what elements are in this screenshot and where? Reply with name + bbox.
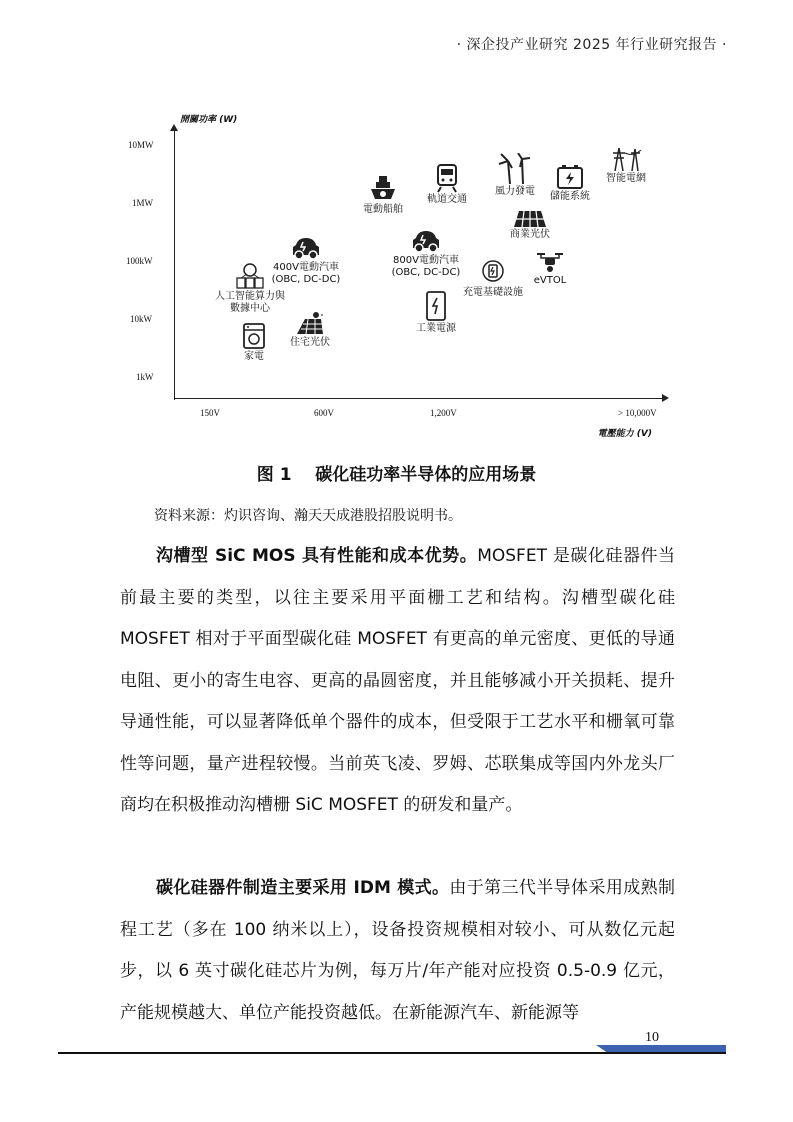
ship-icon — [368, 173, 398, 203]
x-tick-1200v: 1,200V — [430, 408, 457, 418]
y-tick-1kw: 1kW — [136, 372, 154, 382]
x-axis-label: 電壓能力 (V) — [597, 429, 652, 439]
solar-panel-icon — [513, 210, 547, 228]
footer-accent-band — [596, 1045, 726, 1052]
figure-caption: 图 1 碳化硅功率半导体的应用场景 — [256, 465, 537, 485]
item-residential-pv: 住宅光伏 — [282, 310, 338, 349]
item-energy-storage: 儲能系統 — [542, 164, 598, 203]
item-smart-grid: 智能電網 — [598, 146, 654, 185]
data-center-icon — [235, 262, 265, 290]
power-supply-icon — [425, 290, 447, 322]
footer-rule — [58, 1052, 726, 1054]
x-axis-arrow — [662, 394, 669, 402]
y-tick-1mw: 1MW — [132, 198, 153, 208]
paragraph-trench-sic-mos — [120, 536, 675, 827]
figure-source: 资料来源：灼识咨询、瀚天天成港股招股说明书。 — [154, 508, 462, 524]
x-axis-line — [174, 398, 664, 399]
paragraph-body: MOSFET 是碳化硅器件当前最主要的类型，以往主要采用平面栅工艺和结构。沟槽型碳化硅 MOSFET 相对于平面型碳化硅 MOSFET 有更高的单元密度、更低的导通电阻、更小的寄生电容、更高的晶圆密度，并且能够减小开关损耗、提升导通性能，可以显著降低单个器件的成本，但受限于工艺水平和栅氧可靠性等问题，量产进程较慢。当前英飞凌、罗姆、芯联集成等国内外龙头厂商均在积极推动沟槽栅 SiC MOSFET 的研发和量产。 — [120, 546, 675, 815]
paragraph-lead: 碳化硅器件制造主要采用 IDM 模式。 — [156, 878, 450, 898]
paragraph-body: 由于第三代半导体采用成熟制程工艺（多在 100 纳米以上），设备投资规模相对较小、可从数亿元起步，以 6 英寸碳化硅芯片为例，每万片/年产能对应投资 0.5-0.9 亿元，产能规模越大、单位产能投资越低。在新能源汽车、新能源等 — [120, 878, 675, 1023]
power-tower-icon — [609, 146, 643, 172]
item-400v-ev: 400V電動汽車 (OBC, DC-DC) — [266, 235, 346, 286]
y-tick-100kw: 100kW — [126, 256, 153, 266]
paragraph-lead: 沟槽型 SiC MOS 具有性能和成本优势。 — [156, 546, 478, 566]
item-electric-ship: 電動船舶 — [358, 173, 408, 216]
charging-station-icon — [481, 256, 505, 286]
home-solar-icon — [295, 310, 325, 336]
item-commercial-pv: 商業光伏 — [500, 210, 560, 241]
item-wind-power: 風力發電 — [490, 153, 540, 198]
wind-turbine-icon — [498, 153, 532, 185]
x-tick-600v: 600V — [314, 408, 334, 418]
item-home-appliance: 家電 — [232, 322, 276, 363]
electric-car-icon — [290, 235, 322, 261]
item-charging-infrastructure: 充電基礎設施 — [455, 256, 531, 299]
y-tick-10kw: 10kW — [130, 314, 152, 324]
item-evtol: eVTOL — [530, 250, 570, 287]
application-scenario-figure — [110, 100, 690, 445]
electric-car-icon — [410, 228, 442, 254]
x-tick-150v: 150V — [200, 408, 220, 418]
washing-machine-icon — [242, 322, 266, 350]
train-icon — [435, 163, 459, 193]
item-ai-data-center: 人工智能算力與 數據中心 — [206, 262, 294, 315]
item-industrial-power: 工業電源 — [408, 290, 464, 335]
x-tick-10000v: > 10,000V — [618, 408, 657, 418]
y-axis-label: 開關功率 (W) — [180, 115, 238, 125]
running-header: · 深企投产业研究 2025 年行业研究报告 · — [456, 37, 727, 53]
battery-icon — [556, 164, 584, 190]
y-tick-10mw: 10MW — [128, 140, 154, 150]
drone-icon — [535, 250, 565, 274]
item-rail-transit: 軌道交通 — [422, 163, 472, 206]
y-axis-line — [174, 130, 175, 400]
page-number: 10 — [645, 1030, 659, 1045]
item-800v-ev: 800V電動汽車 (OBC, DC-DC) — [386, 228, 466, 279]
paragraph-idm-model — [120, 868, 675, 1034]
